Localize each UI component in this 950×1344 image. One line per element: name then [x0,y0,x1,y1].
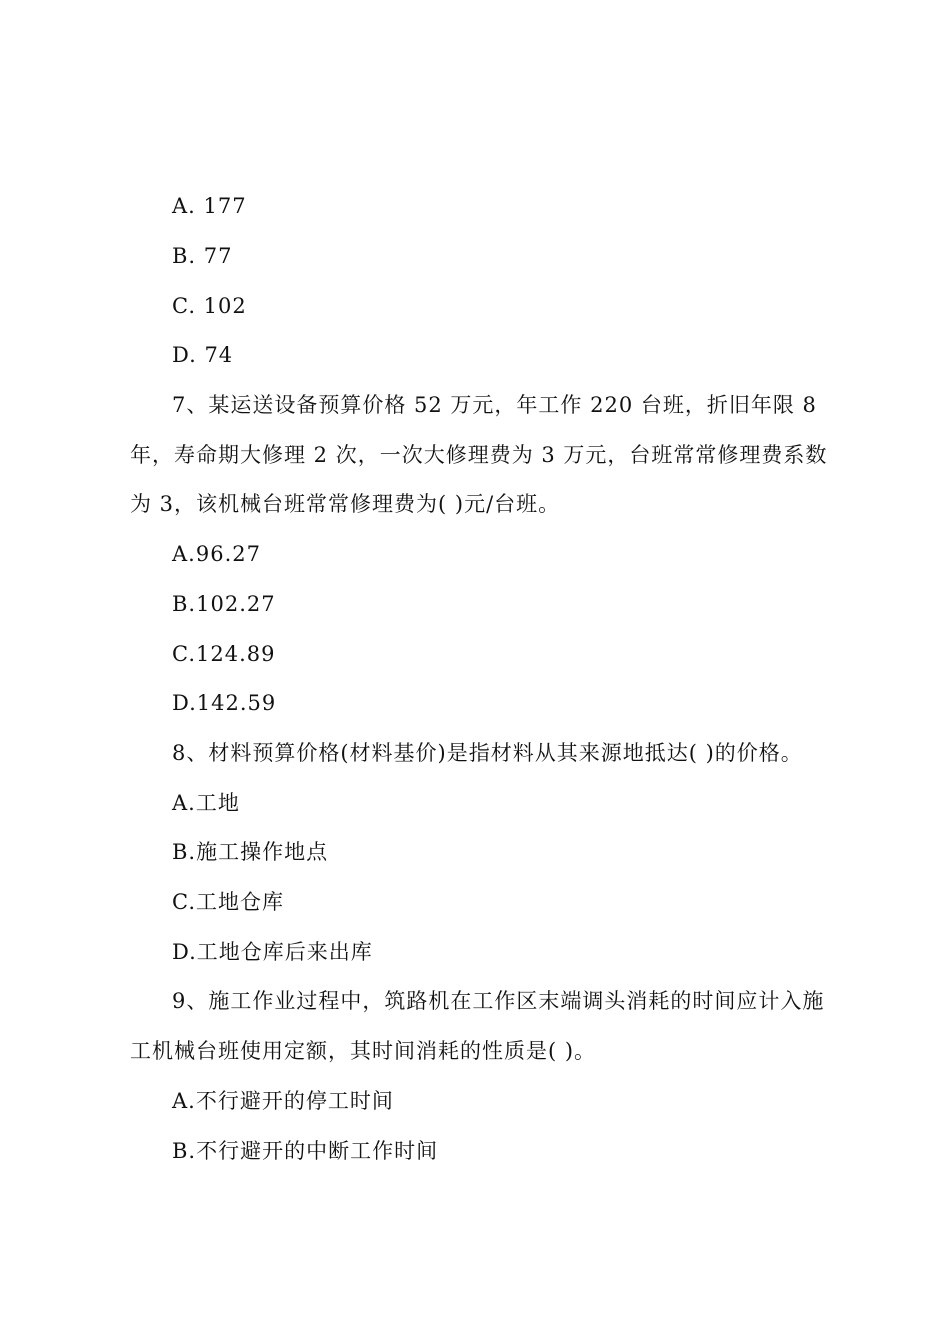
q9-stem-line-1: 9、施工作业过程中，筑路机在工作区末端调头消耗的时间应计入施 [172,989,825,1013]
q8-option-d: D.工地仓库后来出库 [172,940,373,964]
q7-option-a: A.96.27 [172,542,261,566]
q9-option-a: A.不行避开的停工时间 [172,1089,394,1113]
q8-option-b: B.施工操作地点 [172,840,329,864]
q9-stem-line-2: 工机械台班使用定额，其时间消耗的性质是( )。 [130,1039,597,1063]
q7-stem-line-2: 年，寿命期大修理 2 次，一次大修理费为 3 万元，台班常常修理费系数 [130,443,828,467]
q7-stem-line-1: 7、某运送设备预算价格 52 万元，年工作 220 台班，折旧年限 8 [172,393,817,417]
q7-option-d: D.142.59 [172,691,277,715]
q6-option-d: D. 74 [172,343,234,367]
q8-stem-line-1: 8、材料预算价格(材料基价)是指材料从其来源地抵达( )的价格。 [172,741,803,765]
q8-option-c: C.工地仓库 [172,890,284,914]
q7-option-b: B.102.27 [172,592,276,616]
q6-option-b: B. 77 [172,244,233,268]
q6-option-c: C. 102 [172,294,247,318]
q7-option-c: C.124.89 [172,642,276,666]
q6-option-a: A. 177 [172,194,247,218]
q7-stem-line-3: 为 3，该机械台班常常修理费为( )元/台班。 [130,492,561,516]
q8-option-a: A.工地 [172,791,240,815]
q9-option-b: B.不行避开的中断工作时间 [172,1139,439,1163]
